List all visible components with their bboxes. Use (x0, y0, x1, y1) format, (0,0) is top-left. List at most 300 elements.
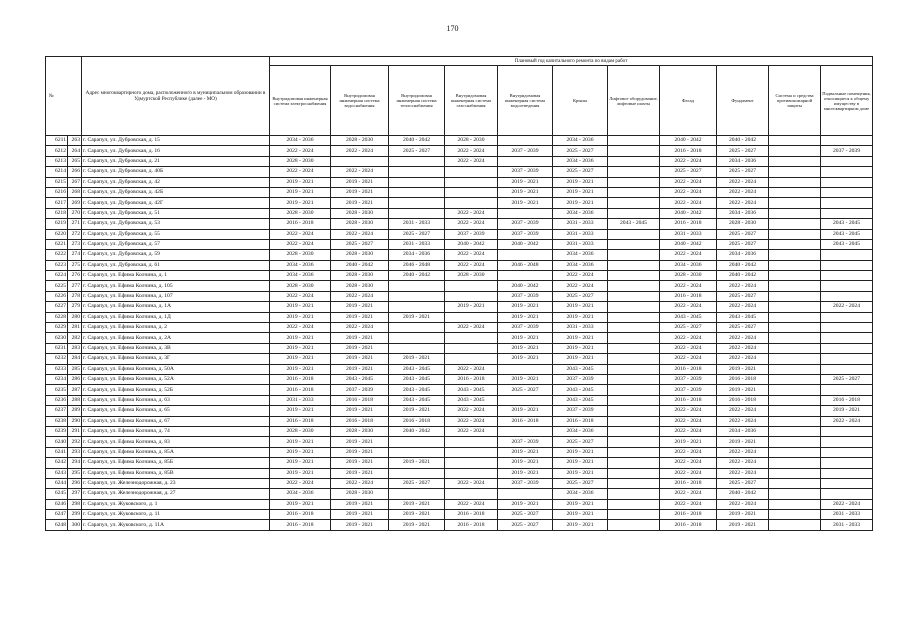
row-index: 270 (68, 208, 82, 218)
year-cell (769, 271, 821, 281)
year-cell: 2043 - 2045 (608, 219, 660, 229)
year-cell (608, 229, 660, 239)
year-cell: 2025 - 2027 (821, 374, 873, 384)
year-cell: 2019 - 2021 (331, 187, 389, 197)
row-index: 295 (68, 468, 82, 478)
year-cell (769, 260, 821, 270)
year-cell: 2025 - 2027 (553, 437, 608, 447)
year-cell (608, 323, 660, 333)
year-cell: 2025 - 2027 (498, 510, 553, 520)
year-cell: 2022 - 2024 (821, 302, 873, 312)
year-cell (608, 343, 660, 353)
year-cell: 2025 - 2027 (389, 229, 445, 239)
address-cell: г. Сарапул, ул. Жуковского, д. 11 (82, 510, 270, 520)
year-cell: 2037 - 2039 (660, 385, 717, 395)
row-index: 275 (68, 260, 82, 270)
row-index: 279 (68, 302, 82, 312)
table-row (46, 219, 873, 229)
year-cell: 2019 - 2021 (331, 468, 389, 478)
address-cell: г. Сарапул, ул. Ефима Колчина, д. 1 (82, 271, 270, 281)
year-cell (821, 333, 873, 343)
year-cell: 2037 - 2039 (498, 219, 553, 229)
year-cell: 2034 - 2036 (553, 136, 608, 146)
year-cell: 2022 - 2024 (660, 499, 717, 509)
year-cell (769, 458, 821, 468)
year-cell: 2019 - 2021 (270, 187, 331, 197)
year-cell (769, 510, 821, 520)
address-cell: г. Сарапул, ул. Жуковского, д. 1 (82, 499, 270, 509)
year-cell (769, 437, 821, 447)
year-cell: 2019 - 2021 (717, 385, 769, 395)
year-cell (769, 343, 821, 353)
header-planned-year: Плановый год капитального ремонта по видам работ (270, 57, 873, 66)
year-cell: 2022 - 2024 (553, 281, 608, 291)
year-cell: 2019 - 2021 (553, 187, 608, 197)
year-cell: 2019 - 2021 (553, 312, 608, 322)
table-row (46, 395, 873, 405)
row-index: 296 (68, 478, 82, 488)
year-cell: 2019 - 2021 (498, 333, 553, 343)
year-cell: 2019 - 2021 (498, 354, 553, 364)
year-cell (608, 374, 660, 384)
row-number: 6215 (46, 177, 68, 187)
year-cell: 2043 - 2045 (331, 374, 389, 384)
year-cell (445, 468, 498, 478)
row-number: 6230 (46, 333, 68, 343)
row-number: 6229 (46, 323, 68, 333)
row-number: 6226 (46, 291, 68, 301)
row-number: 6234 (46, 374, 68, 384)
year-cell: 2022 - 2024 (445, 364, 498, 374)
year-cell (608, 146, 660, 156)
year-cell: 2022 - 2024 (270, 291, 331, 301)
year-cell: 2019 - 2021 (331, 333, 389, 343)
year-cell: 2019 - 2021 (553, 343, 608, 353)
year-cell (821, 167, 873, 177)
row-number: 6233 (46, 364, 68, 374)
year-cell (389, 302, 445, 312)
year-cell: 2031 - 2033 (821, 510, 873, 520)
address-cell: г. Сарапул, ул. Ефима Колчина, д. 52Б (82, 385, 270, 395)
year-cell: 2043 - 2045 (553, 395, 608, 405)
header-address: Адрес многоквартирного дома, расположенного в муниципальном образовании в Удмуртской Республике (далее - МО) (82, 57, 270, 136)
year-cell: 2019 - 2021 (331, 343, 389, 353)
year-cell: 2022 - 2024 (331, 229, 389, 239)
year-cell: 2040 - 2042 (331, 260, 389, 270)
year-cell: 2022 - 2024 (445, 156, 498, 166)
row-number: 6248 (46, 520, 68, 530)
year-cell: 2016 - 2018 (445, 520, 498, 530)
year-cell: 2016 - 2018 (717, 374, 769, 384)
year-cell (769, 364, 821, 374)
row-index: 286 (68, 374, 82, 384)
year-cell (608, 416, 660, 426)
year-cell: 2019 - 2021 (445, 302, 498, 312)
table-row (46, 208, 873, 218)
year-cell: 2016 - 2018 (660, 219, 717, 229)
year-cell: 2028 - 2030 (445, 271, 498, 281)
year-cell (769, 385, 821, 395)
year-cell: 2022 - 2024 (445, 406, 498, 416)
table-row (46, 468, 873, 478)
header-column: Фасад (660, 66, 717, 136)
address-cell: г. Сарапул, ул. Дубровская, д. 42Г (82, 198, 270, 208)
address-cell: г. Сарапул, ул. Дубровская, д. 55 (82, 229, 270, 239)
address-cell: г. Сарапул, ул. Ефима Колчина, д. 1А (82, 302, 270, 312)
table-row (46, 406, 873, 416)
year-cell: 2016 - 2018 (270, 520, 331, 530)
year-cell: 2016 - 2018 (660, 520, 717, 530)
table-row (46, 260, 873, 270)
year-cell: 2019 - 2021 (498, 312, 553, 322)
year-cell: 2019 - 2021 (553, 333, 608, 343)
year-cell (608, 167, 660, 177)
year-cell (608, 281, 660, 291)
year-cell (769, 177, 821, 187)
year-cell: 2022 - 2024 (270, 478, 331, 488)
year-cell: 2034 - 2036 (717, 156, 769, 166)
year-cell (821, 437, 873, 447)
address-cell: г. Сарапул, ул. Железнодорожная, д. 23 (82, 478, 270, 488)
table-row (46, 156, 873, 166)
header-column: Внутридомовая инженерная система водоснабжения (331, 66, 389, 136)
year-cell: 2031 - 2033 (821, 520, 873, 530)
year-cell: 2019 - 2021 (498, 468, 553, 478)
row-index: 278 (68, 291, 82, 301)
year-cell (608, 177, 660, 187)
row-index: 297 (68, 489, 82, 499)
year-cell: 2019 - 2021 (270, 333, 331, 343)
header-column: Крыша (553, 66, 608, 136)
year-cell (608, 447, 660, 457)
year-cell: 2019 - 2021 (270, 354, 331, 364)
year-cell: 2022 - 2024 (717, 447, 769, 457)
year-cell: 2019 - 2021 (331, 312, 389, 322)
address-cell: г. Сарапул, ул. Ефима Колчина, д. 85А (82, 447, 270, 457)
year-cell: 2037 - 2039 (331, 385, 389, 395)
year-cell: 2034 - 2036 (717, 250, 769, 260)
year-cell: 2022 - 2024 (717, 302, 769, 312)
header-column: Внутридомовая инженерная система водоотведения (498, 66, 553, 136)
year-cell: 2025 - 2027 (553, 478, 608, 488)
row-number: 6243 (46, 468, 68, 478)
year-cell (445, 281, 498, 291)
year-cell: 2022 - 2024 (445, 426, 498, 436)
year-cell (821, 198, 873, 208)
address-cell: г. Сарапул, ул. Ефима Колчина, д. 107 (82, 291, 270, 301)
year-cell: 2022 - 2024 (821, 499, 873, 509)
year-cell (608, 312, 660, 322)
table-row (46, 136, 873, 146)
address-cell: г. Сарапул, ул. Ефима Колчина, д. 83 (82, 437, 270, 447)
table-row (46, 416, 873, 426)
year-cell: 2040 - 2042 (445, 239, 498, 249)
year-cell (389, 291, 445, 301)
year-cell: 2019 - 2021 (270, 458, 331, 468)
year-cell (769, 406, 821, 416)
year-cell: 2025 - 2027 (389, 478, 445, 488)
year-cell: 2019 - 2021 (553, 177, 608, 187)
year-cell (769, 291, 821, 301)
year-cell (821, 260, 873, 270)
year-cell: 2016 - 2018 (270, 219, 331, 229)
row-number: 6240 (46, 437, 68, 447)
year-cell: 2043 - 2045 (445, 385, 498, 395)
year-cell: 2019 - 2021 (331, 364, 389, 374)
year-cell: 2019 - 2021 (270, 364, 331, 374)
year-cell (498, 136, 553, 146)
year-cell (389, 281, 445, 291)
year-cell (498, 426, 553, 436)
year-cell: 2025 - 2027 (553, 167, 608, 177)
year-cell: 2022 - 2024 (660, 468, 717, 478)
year-cell: 2028 - 2030 (270, 426, 331, 436)
row-index: 281 (68, 323, 82, 333)
address-cell: г. Сарапул, ул. Ефима Колчина, д. 1Д (82, 312, 270, 322)
year-cell: 2028 - 2030 (331, 219, 389, 229)
year-cell (769, 499, 821, 509)
year-cell: 2028 - 2030 (331, 208, 389, 218)
year-cell: 2016 - 2018 (660, 364, 717, 374)
year-cell (821, 354, 873, 364)
year-cell: 2028 - 2030 (331, 250, 389, 260)
year-cell (769, 416, 821, 426)
year-cell (769, 468, 821, 478)
year-cell: 2034 - 2036 (270, 260, 331, 270)
year-cell: 2019 - 2021 (660, 437, 717, 447)
year-cell: 2019 - 2021 (553, 198, 608, 208)
year-cell (769, 426, 821, 436)
year-cell: 2022 - 2024 (660, 198, 717, 208)
year-cell (445, 437, 498, 447)
year-cell: 2022 - 2024 (717, 333, 769, 343)
row-index: 274 (68, 250, 82, 260)
year-cell (608, 136, 660, 146)
year-cell: 2028 - 2030 (270, 281, 331, 291)
year-cell: 2019 - 2021 (270, 437, 331, 447)
year-cell (769, 136, 821, 146)
year-cell: 2022 - 2024 (660, 333, 717, 343)
year-cell: 2037 - 2039 (498, 437, 553, 447)
table-row (46, 458, 873, 468)
year-cell (608, 489, 660, 499)
row-number: 6213 (46, 156, 68, 166)
year-cell (331, 156, 389, 166)
table-row (46, 323, 873, 333)
row-index: 268 (68, 187, 82, 197)
year-cell: 2025 - 2027 (553, 146, 608, 156)
row-index: 269 (68, 198, 82, 208)
table-row (46, 447, 873, 457)
row-index: 284 (68, 354, 82, 364)
row-index: 287 (68, 385, 82, 395)
year-cell (821, 208, 873, 218)
year-cell: 2040 - 2042 (717, 271, 769, 281)
year-cell (445, 333, 498, 343)
year-cell: 2040 - 2042 (717, 260, 769, 270)
year-cell: 2016 - 2018 (553, 416, 608, 426)
year-cell: 2040 - 2042 (717, 489, 769, 499)
row-index: 292 (68, 437, 82, 447)
year-cell: 2022 - 2024 (717, 406, 769, 416)
year-cell: 2022 - 2024 (331, 478, 389, 488)
year-cell: 2037 - 2039 (498, 323, 553, 333)
year-cell (608, 333, 660, 343)
table-row (46, 229, 873, 239)
year-cell: 2019 - 2021 (270, 177, 331, 187)
row-number: 6218 (46, 208, 68, 218)
table-row (46, 281, 873, 291)
year-cell (821, 312, 873, 322)
table-row (46, 510, 873, 520)
row-index: 265 (68, 156, 82, 166)
row-index: 283 (68, 343, 82, 353)
table-row (46, 499, 873, 509)
year-cell (389, 167, 445, 177)
address-cell: г. Сарапул, ул. Ефима Колчина, д. 63 (82, 395, 270, 405)
year-cell: 2022 - 2024 (331, 323, 389, 333)
year-cell: 2025 - 2027 (498, 520, 553, 530)
year-cell (608, 354, 660, 364)
year-cell: 2022 - 2024 (445, 478, 498, 488)
year-cell (389, 437, 445, 447)
table-row (46, 520, 873, 530)
year-cell: 2034 - 2036 (660, 260, 717, 270)
row-index: 294 (68, 458, 82, 468)
year-cell (821, 281, 873, 291)
row-number: 6216 (46, 187, 68, 197)
year-cell (389, 323, 445, 333)
year-cell (389, 198, 445, 208)
year-cell (769, 146, 821, 156)
year-cell: 2019 - 2021 (270, 343, 331, 353)
year-cell (608, 395, 660, 405)
year-cell: 2016 - 2018 (270, 416, 331, 426)
year-cell: 2040 - 2042 (389, 271, 445, 281)
year-cell (389, 208, 445, 218)
row-number: 6224 (46, 271, 68, 281)
header-column: Внутридомовая инженерная система электроснабжения (270, 66, 331, 136)
year-cell: 2034 - 2036 (553, 156, 608, 166)
year-cell (445, 343, 498, 353)
row-index: 271 (68, 219, 82, 229)
year-cell: 2016 - 2018 (498, 416, 553, 426)
year-cell: 2025 - 2027 (717, 229, 769, 239)
year-cell: 2037 - 2039 (553, 374, 608, 384)
table-row (46, 312, 873, 322)
year-cell: 2025 - 2027 (717, 291, 769, 301)
year-cell (608, 458, 660, 468)
table-row (46, 187, 873, 197)
year-cell: 2031 - 2033 (270, 395, 331, 405)
row-number: 6242 (46, 458, 68, 468)
year-cell: 2019 - 2021 (331, 499, 389, 509)
year-cell (445, 167, 498, 177)
year-cell: 2043 - 2045 (389, 385, 445, 395)
year-cell: 2019 - 2021 (331, 437, 389, 447)
year-cell (821, 177, 873, 187)
year-cell (769, 198, 821, 208)
year-cell: 2040 - 2042 (660, 136, 717, 146)
row-index: 300 (68, 520, 82, 530)
year-cell: 2019 - 2021 (270, 447, 331, 457)
row-number: 6219 (46, 219, 68, 229)
year-cell (608, 468, 660, 478)
year-cell: 2028 - 2030 (270, 208, 331, 218)
year-cell (821, 385, 873, 395)
year-cell: 2022 - 2024 (270, 239, 331, 249)
year-cell: 2019 - 2021 (553, 520, 608, 530)
year-cell: 2022 - 2024 (660, 156, 717, 166)
table-row (46, 426, 873, 436)
year-cell (608, 291, 660, 301)
year-cell (608, 187, 660, 197)
year-cell: 2022 - 2024 (660, 447, 717, 457)
year-cell: 2019 - 2021 (389, 406, 445, 416)
year-cell (608, 426, 660, 436)
row-number: 6239 (46, 426, 68, 436)
year-cell: 2025 - 2027 (717, 146, 769, 156)
year-cell: 2019 - 2021 (717, 364, 769, 374)
row-number: 6211 (46, 136, 68, 146)
year-cell: 2019 - 2021 (331, 520, 389, 530)
year-cell: 2016 - 2018 (821, 395, 873, 405)
year-cell: 2019 - 2021 (553, 458, 608, 468)
year-cell: 2043 - 2045 (821, 219, 873, 229)
year-cell (608, 510, 660, 520)
table-row (46, 385, 873, 395)
year-cell (608, 364, 660, 374)
year-cell (389, 333, 445, 343)
row-index: 285 (68, 364, 82, 374)
year-cell: 2019 - 2021 (717, 437, 769, 447)
year-cell (608, 385, 660, 395)
row-index: 264 (68, 146, 82, 156)
year-cell: 2022 - 2024 (660, 458, 717, 468)
year-cell: 2034 - 2036 (270, 271, 331, 281)
address-cell: г. Сарапул, ул. Дубровская, д. 61 (82, 260, 270, 270)
year-cell (769, 229, 821, 239)
year-cell: 2043 - 2045 (821, 229, 873, 239)
row-index: 298 (68, 499, 82, 509)
year-cell: 2040 - 2042 (660, 239, 717, 249)
year-cell: 2043 - 2045 (717, 312, 769, 322)
address-cell: г. Сарапул, ул. Ефима Колчина, д. 105 (82, 281, 270, 291)
address-cell: г. Сарапул, ул. Дубровская, д. 53 (82, 219, 270, 229)
row-index: 288 (68, 395, 82, 405)
year-cell (769, 250, 821, 260)
year-cell: 2031 - 2033 (660, 229, 717, 239)
year-cell (389, 177, 445, 187)
row-index: 280 (68, 312, 82, 322)
year-cell (608, 437, 660, 447)
year-cell: 2022 - 2024 (553, 271, 608, 281)
year-cell: 2016 - 2018 (660, 478, 717, 488)
year-cell (498, 156, 553, 166)
year-cell: 2022 - 2024 (660, 343, 717, 353)
year-cell (769, 312, 821, 322)
year-cell (821, 323, 873, 333)
year-cell: 2025 - 2027 (389, 146, 445, 156)
year-cell (498, 489, 553, 499)
row-index: 272 (68, 229, 82, 239)
row-index: 289 (68, 406, 82, 416)
year-cell (389, 343, 445, 353)
year-cell: 2034 - 2036 (553, 426, 608, 436)
year-cell (769, 187, 821, 197)
year-cell: 2025 - 2027 (660, 323, 717, 333)
year-cell: 2019 - 2021 (821, 406, 873, 416)
